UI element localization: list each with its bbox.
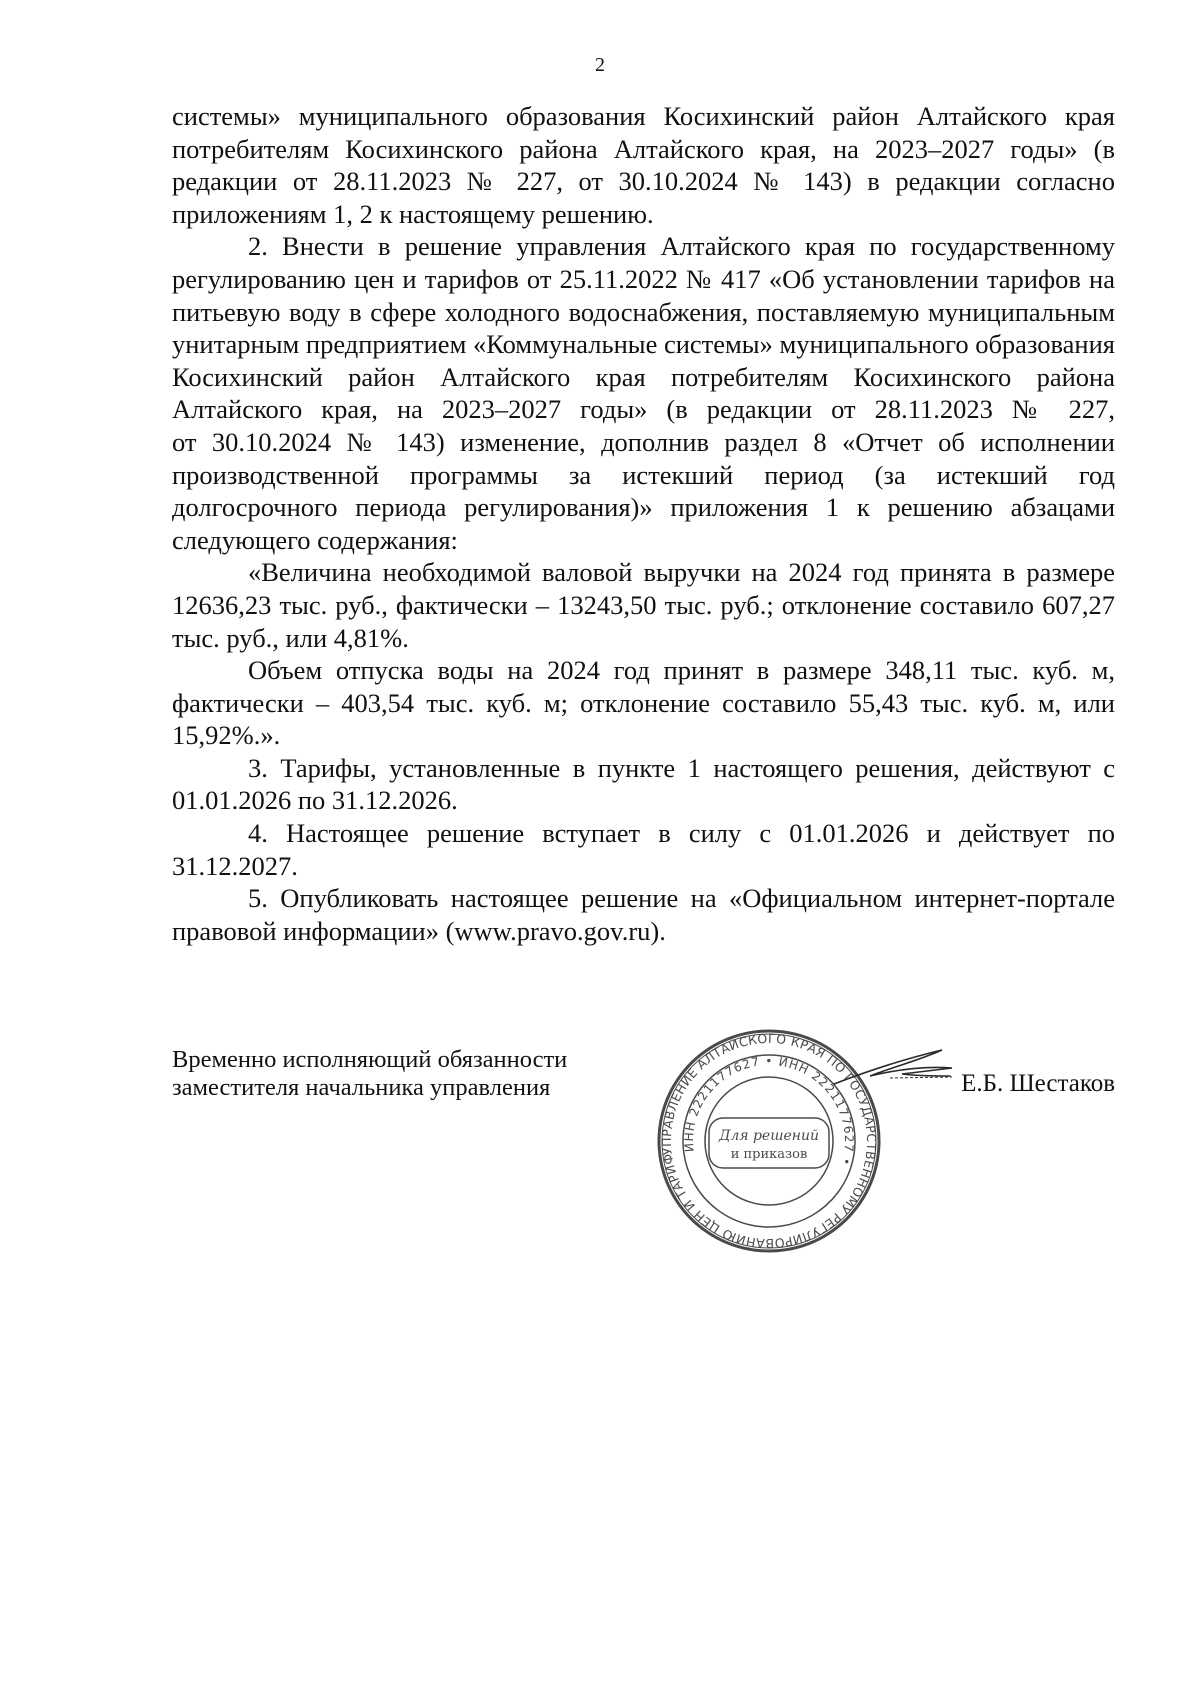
paragraph-quote-revenue: «Величина необходимой валовой выручки на 2024 год принята в размере 12636,23 тыс. руб., фактически – 13243,50 тыс. руб.; отклонение составило 607,27 тыс. руб., или 4,81%. bbox=[172, 557, 1115, 653]
signatory-position-line-2: заместителя начальника управления bbox=[172, 1074, 551, 1101]
paragraph-continuation: системы» муниципального образования Косихинский район Алтайского края потребителям Косихинского района Алтайского края, на 2023–2027 годы» (в редакции от 28.11.2023 № 227, от 30.10.2024 № 143) в редакции согласно приложениям 1, 2 к настоящему решению. bbox=[172, 101, 1115, 229]
paragraph-item-2-continuation: от 30.10.2024 № 143) изменение, дополнив раздел 8 «Отчет об исполнении производственной программы за истекший период (за истекший год долгосрочного периода регулирования)» приложения 1 к решению абзацами следующего содержания: bbox=[172, 426, 1115, 555]
paragraph-item-3: 3. Тарифы, установленные в пункте 1 настоящего решения, действуют с 01.01.2026 по 31.12.2026. bbox=[172, 752, 1115, 816]
signatory-position bbox=[172, 1046, 632, 1102]
page-number: 2 bbox=[595, 54, 605, 76]
paragraph-quote-volume: Объем отпуска воды на 2024 год принят в размере 348,11 тыс. куб. м, фактически – 403,54 тыс. куб. м; отклонение составило 55,43 тыс. куб. м, или 15,92%.». bbox=[172, 655, 1115, 751]
handwritten-signature bbox=[830, 1046, 955, 1096]
signatory-position-line-1: Временно исполняющий обязанности bbox=[172, 1046, 568, 1073]
paragraph-item-2: 2. Внести в решение управления Алтайского края по государственному регулированию цен и тарифов от 25.11.2022 № 417 «Об установлении тарифов на питьевую воду в сфере холодного водоснабжения, поставляемую муниципальным унитарным предприятием «Коммунальные системы» муниципального образования Косихинский район Алтайского края потребителям Косихинского района Алтайского края, на 2023–2027 годы» (в редакции от 28.11.2023 № 227, bbox=[172, 231, 1115, 425]
seal-inner-text: ИНН 2221177627 • ИНН 2221177627 • bbox=[681, 1053, 857, 1168]
signatory-name: Е.Б. Шестаков bbox=[961, 1070, 1115, 1097]
seal-center-line-2: и приказов bbox=[730, 1147, 808, 1162]
seal-center-line-1: Для решений bbox=[718, 1128, 820, 1144]
seal-outer-text: УПРАВЛЕНИЕ АЛТАЙСКОГО КРАЯ ПО ГОСУДАРСТВЕННОМУ РЕГУЛИРОВАНИЮ ЦЕН И ТАРИФОВ bbox=[658, 1030, 880, 1252]
document-body bbox=[172, 100, 1115, 947]
paragraph-item-5: 5. Опубликовать настоящее решение на «Официальном интернет-портале правовой информации» (www.pravo.gov.ru). bbox=[172, 883, 1115, 946]
paragraph-item-4: 4. Настоящее решение вступает в силу с 01.01.2026 и действует по 31.12.2027. bbox=[172, 818, 1115, 881]
